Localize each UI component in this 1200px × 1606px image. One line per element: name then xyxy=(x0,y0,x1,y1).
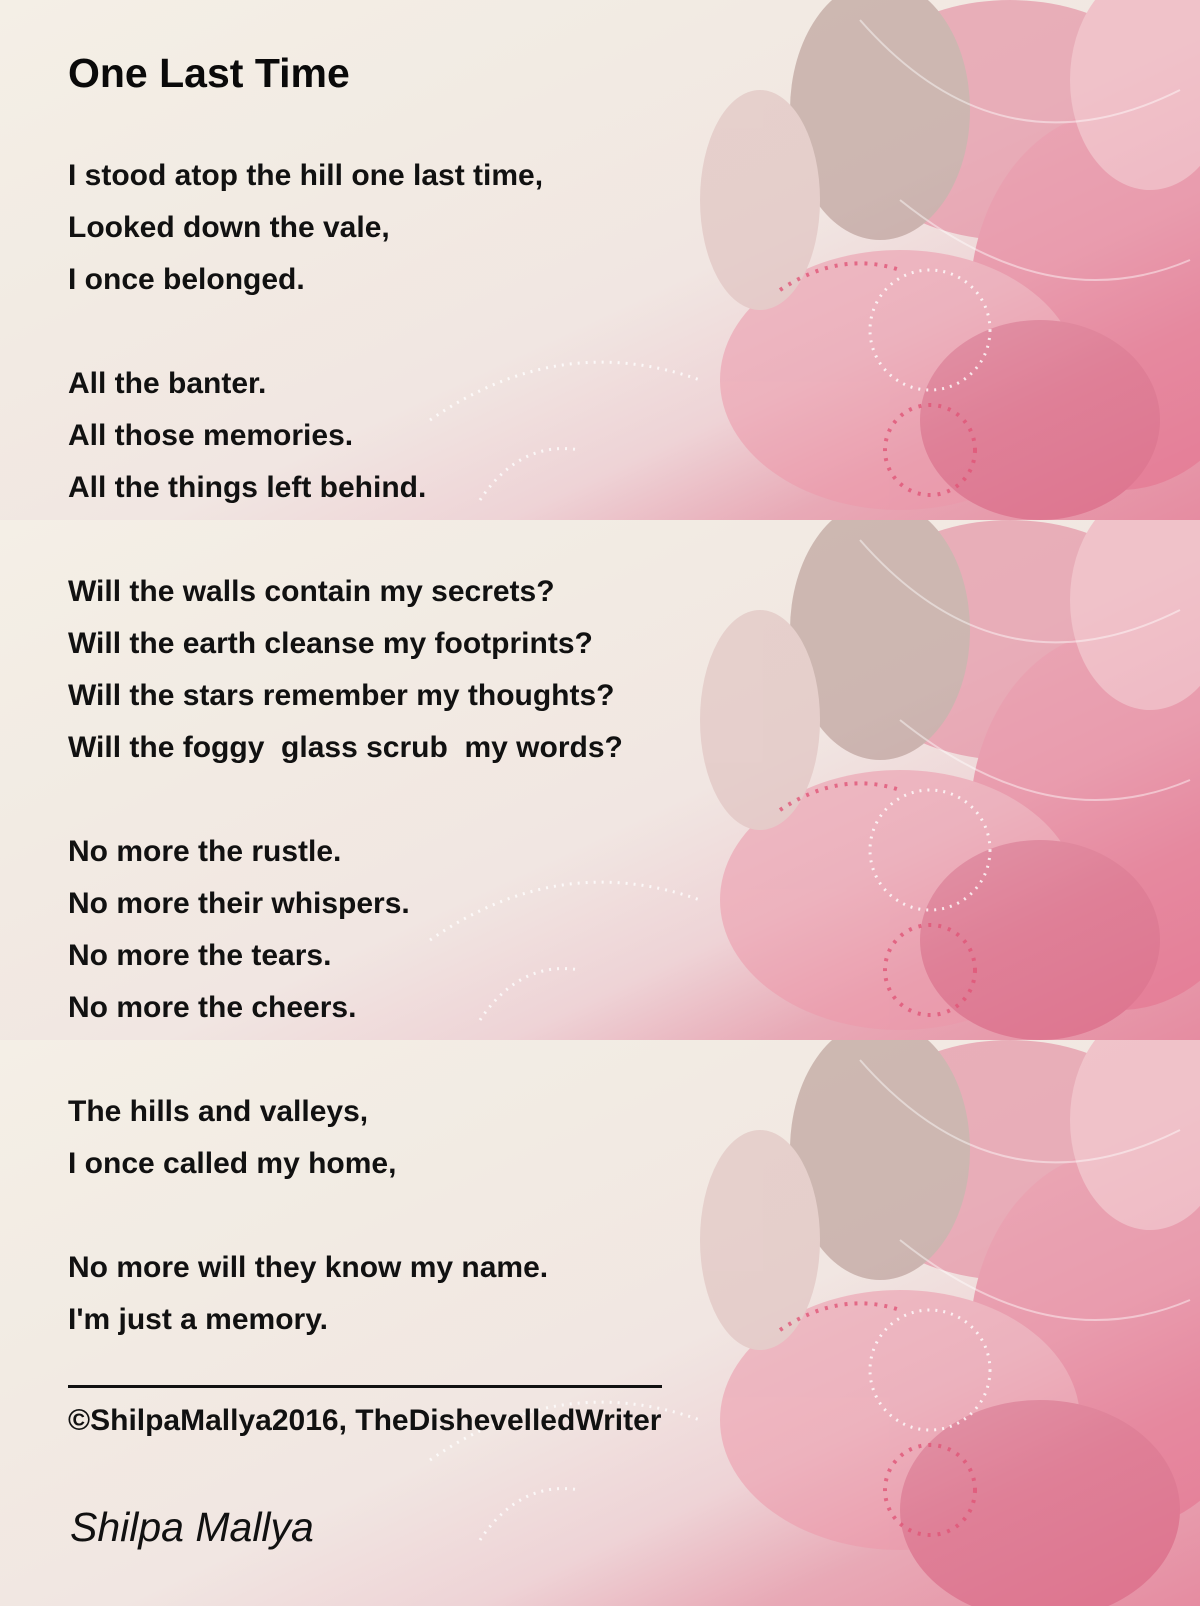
poem-line: No more the tears. xyxy=(68,939,332,972)
poem-line: I once belonged. xyxy=(68,263,305,296)
poem-line: All those memories. xyxy=(68,419,354,452)
poem-line: The hills and valleys, xyxy=(68,1095,369,1128)
divider-line xyxy=(68,1385,662,1388)
poem-line: No more the rustle. xyxy=(68,835,342,868)
stanza-break xyxy=(68,514,623,566)
stanza-break xyxy=(68,306,623,358)
poem-body xyxy=(68,150,623,1346)
poem-line: I stood atop the hill one last time, xyxy=(68,159,544,192)
poem-line: All the banter. xyxy=(68,367,267,400)
poem-title: One Last Time xyxy=(68,50,350,96)
poem-line: Will the stars remember my thoughts? xyxy=(68,679,615,712)
poem-line: No more their whispers. xyxy=(68,887,410,920)
poem-line: Will the foggy glass scrub my words? xyxy=(68,731,623,764)
copyright-notice: ©ShilpaMallya2016, TheDishevelledWriter xyxy=(68,1404,662,1437)
poem-line: I once called my home, xyxy=(68,1147,397,1180)
poem-line: Looked down the vale, xyxy=(68,211,390,244)
stanza-break xyxy=(68,1190,623,1242)
stanza-break xyxy=(68,774,623,826)
author-name: Shilpa Mallya xyxy=(70,1504,314,1550)
poem-line: No more will they know my name. xyxy=(68,1251,549,1284)
poem-line: No more the cheers. xyxy=(68,991,357,1024)
stanza-break xyxy=(68,1034,623,1086)
poem-line: Will the walls contain my secrets? xyxy=(68,575,555,608)
poem-line: All the things left behind. xyxy=(68,471,427,504)
poem-line: I'm just a memory. xyxy=(68,1303,328,1336)
poem-line: Will the earth cleanse my footprints? xyxy=(68,627,593,660)
